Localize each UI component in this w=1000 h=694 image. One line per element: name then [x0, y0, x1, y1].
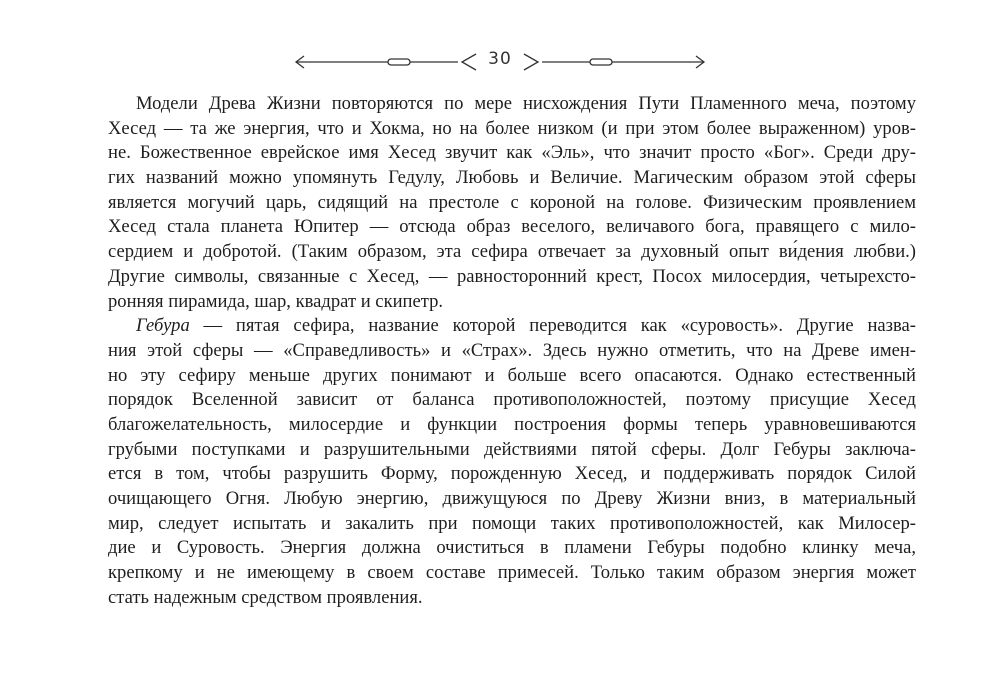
text-line: Модели Древа Жизни повторяются по мере нисхождения Пути Пламенного меча, поэтому: [136, 93, 916, 114]
text-line: стать надежным средством проявления.: [108, 586, 423, 608]
text-line: дие и Суровость. Энергия должна очиститься в пламени Гебуры подобно клинку меча,: [108, 537, 916, 559]
paragraph-hesed: [108, 92, 916, 314]
text-line: очищающего Огня. Любую энергию, движущуюся по Древу Жизни вниз, в материальный: [108, 488, 916, 509]
text-line: гих названий можно упомянуть Гедулу, Любовь и Величие. Магическим образом этой сферы: [108, 167, 916, 189]
text-line: но эту сефиру меньше других понимают и больше всего опасаются. Однако естественный: [108, 364, 916, 386]
body-text: [108, 92, 916, 610]
page-number: 30: [488, 49, 512, 69]
text-line: сердием и добротой. (Таким образом, эта сефира отвечает за духовный опыт ви́дения любви.): [108, 241, 916, 263]
paragraph-gebura: [108, 314, 916, 610]
text-line: ется в том, чтобы разрушить Форму, порожденную Хесед, и поддерживать порядок Силой: [108, 463, 916, 485]
text-line: ния этой сферы — «Справедливость» и «Страх». Здесь нужно отметить, что на Древе имен-: [108, 339, 916, 361]
text-line: порядок Вселенной зависит от баланса противоположностей, поэтому присущие Хесед: [108, 389, 916, 411]
text-line-first: [108, 314, 916, 339]
term-gebura: Гебура: [136, 315, 190, 337]
text-line: грубыми поступками и разрушительными действиями пятой сферы. Долг Гебуры заключа-: [108, 438, 916, 460]
text-line: благожелательность, милосердие и функции построения формы теперь уравновешиваются: [108, 413, 916, 435]
text-line-rest: — пятая сефира, название которой переводится как «суровость». Другие назва-: [189, 315, 916, 337]
text-line: Хесед — та же энергия, что и Хокма, но на более низком (и при этом более выраженном) уров-: [108, 117, 916, 139]
text-line: не. Божественное еврейское имя Хесед звучит как «Эль», что значит просто «Бог». Среди дру-: [108, 142, 916, 164]
text-line: Другие символы, связанные с Хесед, — равносторонний крест, Посох милосердия, четырехсто-: [108, 265, 916, 287]
page-header: [290, 44, 710, 80]
text-line: мир, следует испытать и закалить при помощи таких противоположностей, как Милосер-: [108, 512, 916, 534]
text-line: является могучий царь, сидящий на престоле с короной на голове. Физическим проявлением: [108, 191, 916, 213]
text-line: Хесед стала планета Юпитер — отсюда образ веселого, величавого бога, правящего с мило-: [108, 216, 916, 238]
text-line: ронняя пирамида, шар, квадрат и скипетр.: [108, 290, 444, 312]
text-line: крепкому и не имеющему в своем составе примесей. Только таким образом энергия может: [108, 562, 916, 584]
